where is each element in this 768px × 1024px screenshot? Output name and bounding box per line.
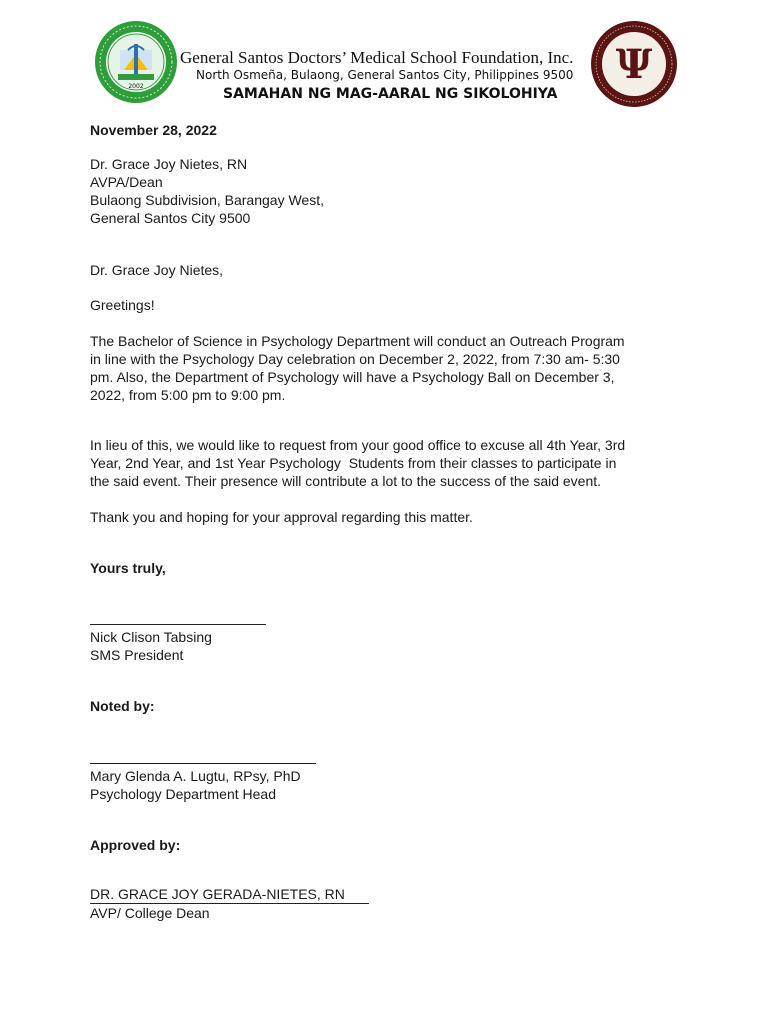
noted-title: Psychology Department Head <box>90 786 276 802</box>
paragraph2-line3: the said event. Their presence will contribute a lot to the success of the said event. <box>90 473 602 489</box>
paragraph1-line3: pm. Also, the Department of Psychology will have a Psychology Ball on December 3, <box>90 369 615 385</box>
letter-date: November 28, 2022 <box>90 122 217 138</box>
institution-name: General Santos Doctors’ Medical School Foundation, Inc. <box>180 48 574 67</box>
paragraph2-line1: In lieu of this, we would like to request from your good office to excuse all 4th Year, 3rd <box>90 437 626 453</box>
paragraph1-line2: in line with the Psychology Day celebration on December 2, 2022, from 7:30 am- 5:30 <box>90 351 620 367</box>
closing: Yours truly, <box>90 560 166 576</box>
signer-title: SMS President <box>90 647 184 663</box>
recipient-title: AVPA/Dean <box>90 174 163 190</box>
approved-title: AVP/ College Dean <box>90 905 210 921</box>
recipient-address-line1: Bulaong Subdivision, Barangay West, <box>90 192 324 208</box>
paragraph2-line2: Year, 2nd Year, and 1st Year Psychology Students from their classes to participate in <box>90 455 617 471</box>
paragraph1-line1: The Bachelor of Science in Psychology Department will conduct an Outreach Program <box>90 333 625 349</box>
signature-line-president <box>90 624 266 625</box>
institution-address: North Osmeña, Bulaong, General Santos City, Philippines 9500 <box>196 68 574 82</box>
greeting: Greetings! <box>90 297 155 313</box>
recipient-address-line2: General Santos City 9500 <box>90 210 251 226</box>
noted-name: Mary Glenda A. Lugtu, RPsy, PhD <box>90 768 301 784</box>
noted-by-label: Noted by: <box>90 698 155 714</box>
paragraph1-line4: 2022, from 5:00 pm to 9:00 pm. <box>90 387 286 403</box>
svg-text:2002: 2002 <box>128 83 144 90</box>
paragraph3: Thank you and hoping for your approval regarding this matter. <box>90 509 473 525</box>
svg-text:Ψ: Ψ <box>615 41 653 88</box>
recipient-name: Dr. Grace Joy Nietes, RN <box>90 156 248 172</box>
organization-name: SAMAHAN NG MAG-AARAL NG SIKOLOHIYA <box>223 86 558 102</box>
school-seal-icon <box>94 20 178 104</box>
approved-name: DR. GRACE JOY GERADA-NIETES, RN <box>90 886 369 904</box>
signer-name: Nick Clison Tabsing <box>90 629 212 645</box>
salutation: Dr. Grace Joy Nietes, <box>90 262 224 278</box>
signature-line-department-head <box>90 763 316 764</box>
letterhead <box>0 0 768 115</box>
approved-by-label: Approved by: <box>90 837 181 853</box>
psi-seal-icon <box>590 20 678 108</box>
